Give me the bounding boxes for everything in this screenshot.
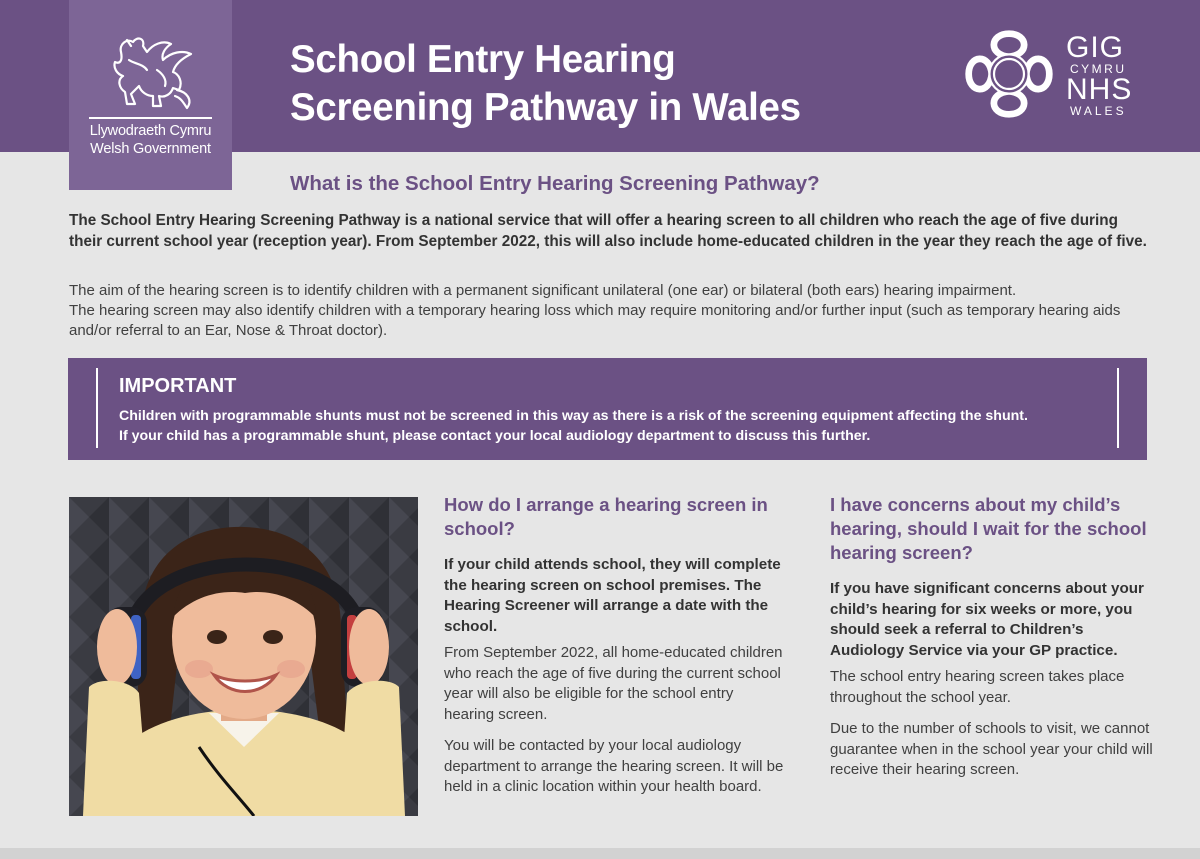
welsh-dragon-icon [101, 30, 201, 114]
intro-bold-text: The School Entry Hearing Screening Pathway is a national service that will offer a hearing screen to all children who reach the age of five during their current school year (reception year). From September 2022, this will also include home-educated children in the year they reach the age of five. [69, 212, 1147, 250]
page-title-line2: Screening Pathway in Wales [290, 86, 801, 129]
nhs-logo-line3: NHS [1066, 73, 1133, 106]
important-line1: Children with programmable shunts must not be screened in this way as there is a risk of the screening equipment affecting the shunt. [119, 408, 1028, 424]
page-bottom-edge [0, 848, 1200, 859]
nhs-logo-line4: WALES [1070, 104, 1127, 118]
celtic-knot-icon [960, 26, 1058, 122]
welsh-government-line2: Welsh Government [90, 141, 211, 157]
nhs-logo-line2: CYMRU [1070, 62, 1127, 76]
concerns-heading: I have concerns about my child’s hearing, should I wait for the school hearing screen? [830, 494, 1147, 563]
notice-left-rule [96, 368, 98, 448]
important-title: IMPORTANT [119, 375, 237, 397]
concerns-column [830, 493, 1160, 781]
intro-paragraph-line1: The aim of the hearing screen is to identify children with a permanent significant unilateral (one ear) or bilateral (both ears) hearing impairment. [69, 282, 1017, 299]
page-title-line1: School Entry Hearing [290, 38, 676, 81]
nhs-logo-line1: GIG [1066, 31, 1125, 64]
arrange-paragraph-1: From September 2022, all home-educated children who reach the age of five during the current school year will also be eligible for the school entry hearing screen. [444, 644, 783, 723]
welsh-government-logo [69, 0, 232, 190]
intro-paragraph [69, 281, 1149, 341]
nhs-wales-text [1066, 31, 1146, 118]
arrange-bold-text: If your child attends school, they will complete the hearing screen on school premises. The Hearing Screener will arrange a date with the school. [444, 556, 781, 635]
arrange-heading: How do I arrange a hearing screen in school? [444, 494, 768, 539]
welsh-government-line1: Llywodraeth Cymru [89, 123, 212, 139]
page-title [290, 36, 910, 132]
logo-divider [89, 117, 212, 119]
child-with-headphones-image [69, 497, 418, 816]
notice-right-rule [1117, 368, 1119, 448]
important-notice [68, 358, 1147, 460]
welsh-government-text [69, 122, 232, 158]
concerns-paragraph-1: The school entry hearing screen takes place throughout the school year. [830, 668, 1125, 706]
intro-paragraph-line2: The hearing screen may also identify children with a temporary hearing loss which may require monitoring and/or further input (such as temporary hearing aids and/or referral to an Ear, Nose & Throat doctor). [69, 302, 1121, 339]
intro-heading: What is the School Entry Hearing Screening Pathway? [290, 172, 820, 195]
important-line2: If your child has a programmable shunt, please contact your local audiology department to discuss this further. [119, 428, 871, 444]
child-headphones-photo [69, 497, 418, 816]
concerns-paragraph-2: Due to the number of schools to visit, we cannot guarantee when in the school year your child will receive their hearing screen. [830, 720, 1153, 778]
arrange-paragraph-2: You will be contacted by your local audiology department to arrange the hearing screen. It will be held in a clinic location within your health board. [444, 737, 784, 795]
concerns-bold-text: If you have significant concerns about your child’s hearing for six weeks or more, you should seek a referral to Children’s Audiology Service via your GP practice. [830, 580, 1144, 659]
arrange-column [444, 493, 784, 798]
